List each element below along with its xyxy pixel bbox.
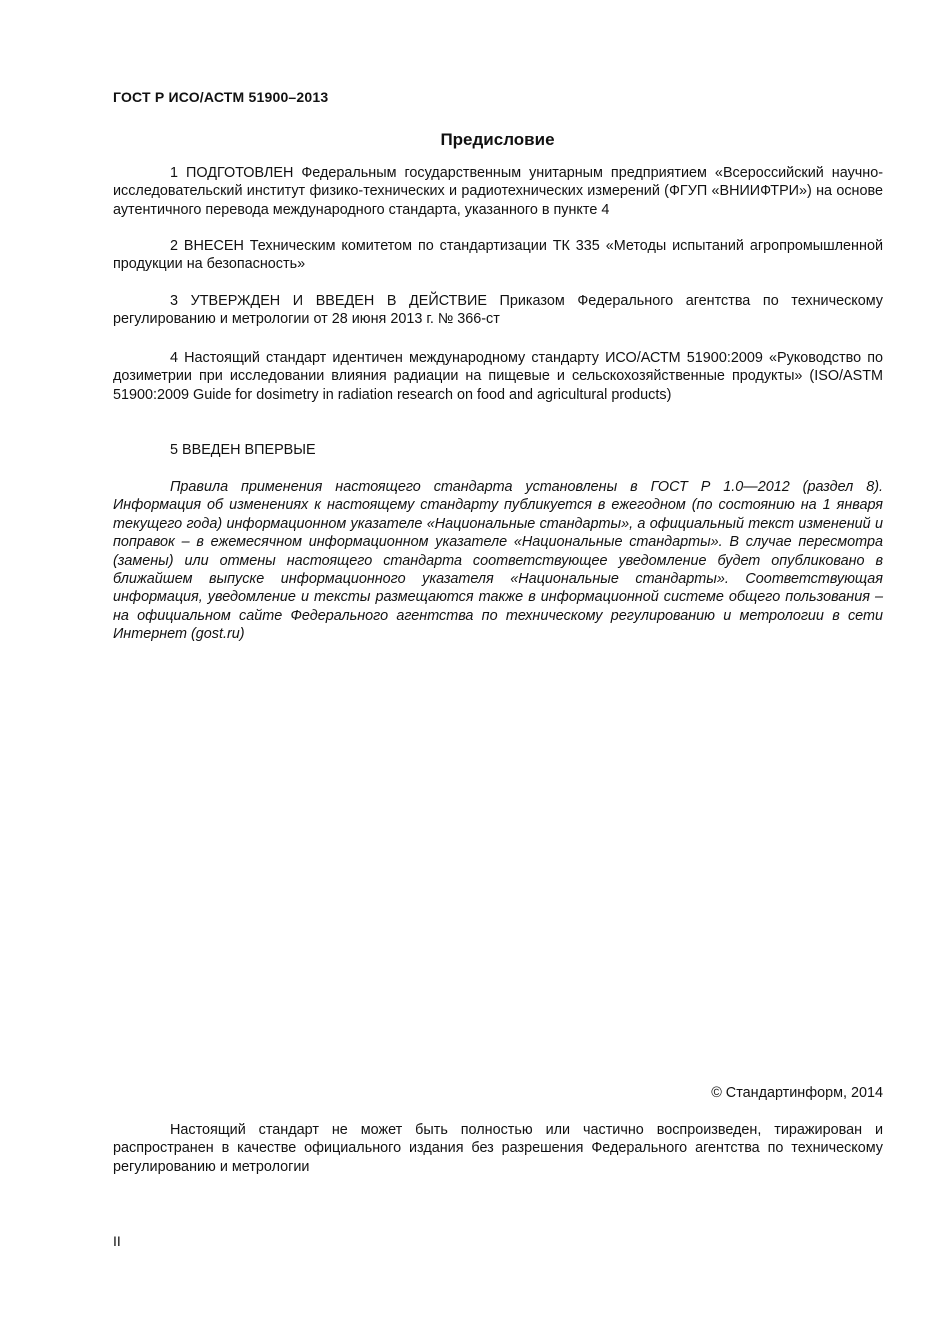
page-number: II bbox=[113, 1233, 121, 1249]
paragraph-introduced-first: 5 ВВЕДЕН ВПЕРВЫЕ bbox=[170, 442, 316, 458]
paragraph-prepared-by: 1 ПОДГОТОВЛЕН Федеральным государственным унитарным предприятием «Всероссийский научно-исследовательский институт физико-технических и радиотехнических измерений (ФГУП «ВНИИФТРИ») на основе аутентичного перевода международного стандарта, указанного в пункте 4 bbox=[113, 165, 883, 218]
copyright-line: © Стандартинформ, 2014 bbox=[711, 1085, 883, 1101]
reproduction-notice: Настоящий стандарт не может быть полностью или частично воспроизведен, тиражирован и распространен в качестве официального издания без разрешения Федерального агентства по техническому регулированию и метрологии bbox=[113, 1122, 883, 1175]
standard-code-header: ГОСТ Р ИСО/АСТМ 51900–2013 bbox=[113, 89, 329, 105]
page-title: Предисловие bbox=[440, 130, 555, 149]
paragraph-identical-standard: 4 Настоящий стандарт идентичен международному стандарту ИСО/АСТМ 51900:2009 «Руководство по дозиметрии при исследовании влияния радиации на пищевые и сельскохозяйственные продукты» (ISO/ASTM 51900:2009 Guide for dosimetry in radiation research on food and agricultural products) bbox=[113, 350, 883, 403]
paragraph-application-rules: Правила применения настоящего стандарта установлены в ГОСТ Р 1.0—2012 (раздел 8). Информация об изменениях к настоящему стандарту публикуется в ежегодном (по состоянию на 1 января текущего года) информационном указателе «Национальные стандарты», а официальный текст изменений и поправок – в ежемесячном информационном указателе «Национальные стандарты». В случае пересмотра (замены) или отмены настоящего стандарта соответствующее уведомление будет опубликовано в ближайшем выпуске информационного указателя «Национальные стандарты». Соответствующая информация, уведомление и тексты размещаются также в информационной системе общего пользования – на официальном сайте Федерального агентства по техническому регулированию и метрологии в сети Интернет (gost.ru) bbox=[113, 479, 883, 643]
paragraph-submitted-by: 2 ВНЕСЕН Техническим комитетом по стандартизации ТК 335 «Методы испытаний агропромышленной продукции на безопасность» bbox=[113, 238, 883, 273]
paragraph-approved: 3 УТВЕРЖДЕН И ВВЕДЕН В ДЕЙСТВИЕ Приказом Федерального агентства по техническому регулированию и метрологии от 28 июня 2013 г. № 366-ст bbox=[113, 293, 883, 328]
